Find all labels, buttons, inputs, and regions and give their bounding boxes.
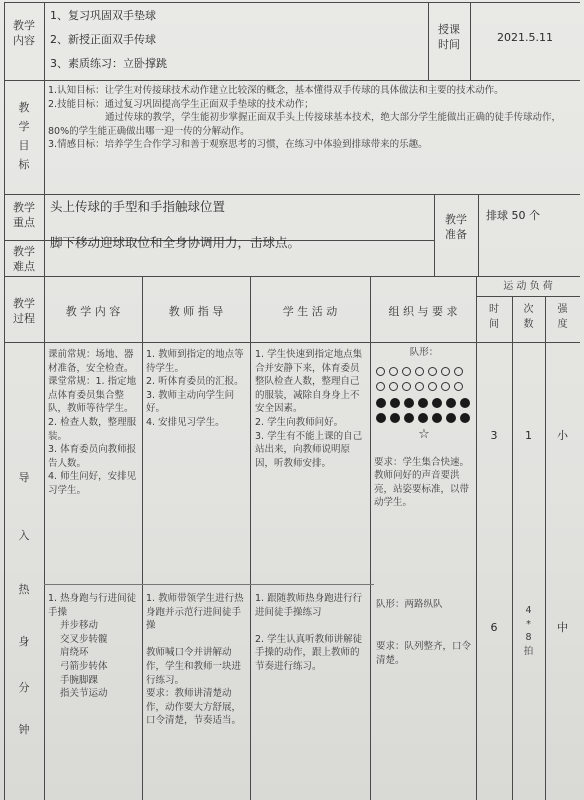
time-label: 授课 时间 bbox=[438, 23, 460, 51]
divider bbox=[370, 276, 371, 800]
warmup-item: 交叉步转髋 bbox=[60, 633, 108, 645]
col-time: 时 间 bbox=[489, 304, 499, 330]
formation-row-hollow bbox=[374, 378, 474, 393]
divider bbox=[4, 80, 580, 81]
part2-requirement: 要求：队列整齐，口令清楚。 bbox=[376, 641, 472, 666]
difficulty-label: 教学 难点 bbox=[13, 245, 35, 273]
part2-intensity: 中 bbox=[557, 621, 568, 634]
key-point-label: 教学 重点 bbox=[13, 201, 35, 229]
divider bbox=[512, 296, 513, 800]
section-label-char: 导 bbox=[18, 471, 30, 484]
difficulty-text: 脚下移动迎球取位和全身协调用力，击球点。 bbox=[50, 235, 301, 250]
lesson-date: 2021.5.11 bbox=[497, 31, 553, 44]
col-intensity: 强 度 bbox=[557, 304, 568, 330]
warmup-heading: 1. 热身跑与行进间徒手操 bbox=[48, 593, 137, 618]
divider bbox=[476, 296, 580, 297]
divider bbox=[545, 296, 546, 800]
section-label-char: 入 bbox=[18, 529, 30, 542]
part2-formation: 队形：两路纵队 bbox=[376, 599, 443, 610]
divider bbox=[4, 276, 580, 277]
content-item: 3、素质练习：立卧撑跳 bbox=[50, 57, 167, 70]
part2-times: 4 * 8 拍 bbox=[523, 605, 534, 657]
col-load: 运 动 负 荷 bbox=[503, 281, 553, 292]
divider bbox=[4, 342, 580, 343]
formation-row-solid bbox=[374, 395, 474, 410]
warmup-item: 并步移动 bbox=[60, 620, 99, 632]
section-label-char: 热 bbox=[18, 583, 30, 596]
content-items bbox=[50, 6, 420, 78]
part1-times: 1 bbox=[525, 429, 532, 442]
section-label-char: 身 bbox=[18, 635, 30, 648]
part1-student: 1. 学生快速到指定地点集合并安静下来，体育委员整队检查人数，整理自己的服装，减除自身身上不安全因素。 2. 学生向教师问好。 3. 学生有不能上课的自己站出来，向教师说明原因，听教师安排。 bbox=[255, 349, 363, 469]
col-times: 次 数 bbox=[523, 304, 534, 330]
warmup-item: 指关节运动 bbox=[60, 688, 108, 700]
warmup-item: 弓箭步转体 bbox=[60, 660, 108, 672]
prep-text: 排球 50 个 bbox=[486, 209, 540, 222]
teacher-star-icon: ☆ bbox=[418, 426, 430, 442]
part1-organization bbox=[374, 346, 474, 582]
part2-student: 1. 跟随教师热身跑进行行进间徒手操练习 2. 学生认真听教师讲解徒手操的动作，跟上教师的节奏进行练习。 bbox=[255, 593, 363, 672]
content-item: 2、新授正面双手传球 bbox=[50, 33, 156, 46]
part1-teacher: 1. 教师到指定的地点等待学生。 2. 听体育委员的汇报。 3. 教师主动向学生问好。 4. 安排见习学生。 bbox=[146, 349, 244, 428]
part1-content: 课前常规：场地、器材准备，安全检查。 课堂常规：1. 指定地点体育委员集合整队，教师等待学生。 2. 检查人数，整理服装。 3. 体育委员向教师报告人数。 4. 师生问好，安排见习学生。 bbox=[48, 349, 137, 496]
col-teacher: 教 师 指 导 bbox=[168, 305, 224, 318]
col-content: 教 学 内 容 bbox=[65, 305, 121, 318]
divider bbox=[478, 194, 479, 276]
content-item: 1、复习巩固双手垫球 bbox=[50, 9, 156, 22]
formation-row-hollow bbox=[374, 363, 474, 378]
divider bbox=[250, 276, 251, 800]
content-label: 教学 内容 bbox=[13, 19, 35, 47]
warmup-item: 肩绕环 bbox=[60, 647, 89, 659]
col-student: 学 生 活 动 bbox=[282, 305, 338, 318]
divider bbox=[4, 194, 580, 195]
divider bbox=[142, 276, 143, 800]
part1-time: 3 bbox=[490, 429, 498, 442]
part1-intensity: 小 bbox=[557, 429, 568, 442]
section-label-char: 分 bbox=[18, 681, 30, 694]
border-top bbox=[4, 2, 580, 3]
col-organization: 组 织 与 要 求 bbox=[388, 305, 458, 318]
process-label: 教学 过程 bbox=[13, 297, 35, 325]
section-label-char: 钟 bbox=[18, 723, 30, 736]
divider bbox=[44, 584, 374, 585]
part1-requirement: 要求：学生集合快速。教师问好的声音要洪亮，站姿要标准，以带动学生。 bbox=[374, 456, 470, 509]
part2-teacher: 1. 教师带领学生进行热身跑并示范行进间徒手操 教师喊口令并讲解动作，学生和教师一块进行练习。 要求：教师讲清楚动作，动作要大方舒展，口令清楚，节奏适当。 bbox=[146, 593, 244, 727]
formation-row-solid bbox=[374, 410, 474, 425]
formation-label: 队形： bbox=[409, 347, 439, 358]
goals-label: 教 学 目 标 bbox=[18, 101, 30, 171]
goals-text: 1.认知目标：让学生对传接球技术动作建立比较深的概念，基本懂得双手传球的具体做法和主要的技术动作。 2.技能目标：通过复习巩固提高学生正面双手垫球的技术动作； 通过传球的教学，学生能初步掌握正面双手头上传接球基本技术，绝大部分学生能做出正确的徒手传球动作，80%的学生能正确做出哪一迎一传的分解动作。 3.情感目标：培养学生合作学习和善于观察思考的习惯，在练习中体验到排球带来的乐趣。 bbox=[48, 85, 562, 151]
key-point-text: 头上传球的手型和手指触球位置 bbox=[50, 199, 226, 214]
part2-time: 6 bbox=[490, 621, 498, 634]
divider bbox=[44, 2, 45, 800]
prep-label: 教学 准备 bbox=[445, 213, 467, 241]
warmup-item: 手腕脚踝 bbox=[60, 674, 99, 686]
part2-content bbox=[48, 592, 142, 798]
divider bbox=[476, 276, 477, 800]
